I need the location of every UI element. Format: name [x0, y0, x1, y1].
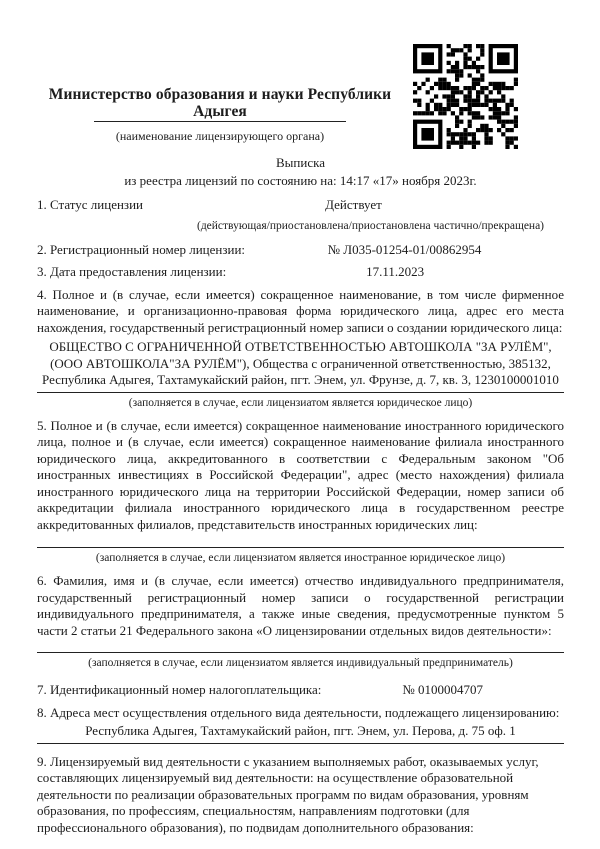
section-4-caption: (заполняется в случае, если лицензиатом является юридическое лицо) [128, 396, 473, 409]
license-status-value: Действует [325, 197, 382, 212]
section-4-text: 4. Полное и (в случае, если имеется) сокращенное наименование, в том числе фирменное наименование, и организационно-правовая форма юридического лица, адрес его места нахождения, государственный регистрационный номер записи о создании юридического лица: [37, 286, 564, 335]
section-5-text: 5. Полное и (в случае, если имеется) сокращенное наименование иностранного юридического лица, полное и (в случае, если имеется) сокращенное наименование филиала иностранного юридического лица, аккредитованного в соответствии с Федеральным законом "Об иностранных инвестициях в Российской Федерации", адрес (место нахождения) филиала иностранного юридического лица на территории Российской Федерации, номер записи об аккредитации филиала иностранного юридического лица в государственном реестре аккредитованных филиалов, представительств иностранных юридических лиц: [37, 417, 564, 532]
license-status-options-caption: (действующая/приостановлена/приостановлена частично/прекращена) [196, 219, 545, 232]
section-5-caption: (заполняется в случае, если лицензиатом является иностранное юридическое лицо) [95, 552, 506, 564]
field-taxpayer-number [37, 682, 564, 699]
field-grant-date [37, 264, 564, 281]
licensee-name-value: ОБЩЕСТВО С ОГРАНИЧЕННОЙ ОТВЕТСТВЕННОСТЬЮ АВТОШКОЛА "ЗА РУЛЁМ", (ООО АВТОШКОЛА"ЗА РУЛЁМ"), Общества с ограниченной ответственностью, 385132, Республика Адыгея, Тахтамукайский район, пгт. Энем, ул. Фрунзе, д. 7, кв. 3, 1230100001010 [37, 339, 564, 393]
taxpayer-number-value: № 0100004707 [402, 682, 484, 697]
field-registration-number [37, 242, 564, 259]
document-header [20, 86, 420, 144]
grant-date-value: 17.11.2023 [366, 264, 425, 279]
section-9-text: 9. Лицензируемый вид деятельности с указанием выполняемых работ, оказываемых услуг, составляющих лицензируемый вид деятельности: на осуществление образовательной деятельности по реализации образовательных программ по видам образования, уровням образования, по профессиям, специальностям, направлениям подготовки (для профессионального образования), по подвидам дополнительного образования: [37, 753, 539, 835]
document-body [37, 150, 564, 836]
registration-number-value: № Л035-01254-01/00862954 [327, 241, 482, 257]
section-8-label: 8. Адреса мест осуществления отдельного вида деятельности, подлежащего лицензированию: [37, 704, 560, 720]
taxpayer-number-label: 7. Идентификационный номер налогоплательщика: [37, 682, 322, 697]
registration-number-label: 2. Регистрационный номер лицензии: [37, 241, 246, 257]
document-title: Выписка [276, 155, 325, 170]
grant-date-label: 3. Дата предоставления лицензии: [37, 264, 227, 279]
section-6-blank-line [37, 639, 564, 653]
section-6-caption: (заполняется в случае, если лицензиатом является индивидуальный предприниматель) [88, 657, 513, 669]
authority-caption: (наименование лицензирующего органа) [115, 129, 325, 143]
qr-code-icon [413, 44, 518, 149]
document-subtitle: из реестра лицензий по состоянию на: 14:17 «17» ноября 2023г. [124, 172, 477, 188]
section-5-blank-line [37, 533, 564, 548]
authority-underline [94, 121, 346, 122]
activity-address-value: Республика Адыгея, Тахтамукайский район, пгт. Энем, ул. Перова, д. 75 оф. 1 [37, 723, 564, 744]
license-status-label: 1. Статус лицензии [37, 197, 143, 212]
licensing-authority-name: Министерство образования и науки Республики Адыгея [48, 86, 392, 120]
section-6-text: 6. Фамилия, имя и (в случае, если имеется) отчество индивидуального предпринимателя, государственный регистрационный номер записи о государственной регистрации индивидуального предпринимателя, а также иные сведения, предусмотренные пунктом 5 части 2 статьи 21 Федерального закона «О лицензировании отдельных видов деятельности»: [37, 573, 564, 638]
field-license-status [37, 197, 564, 214]
